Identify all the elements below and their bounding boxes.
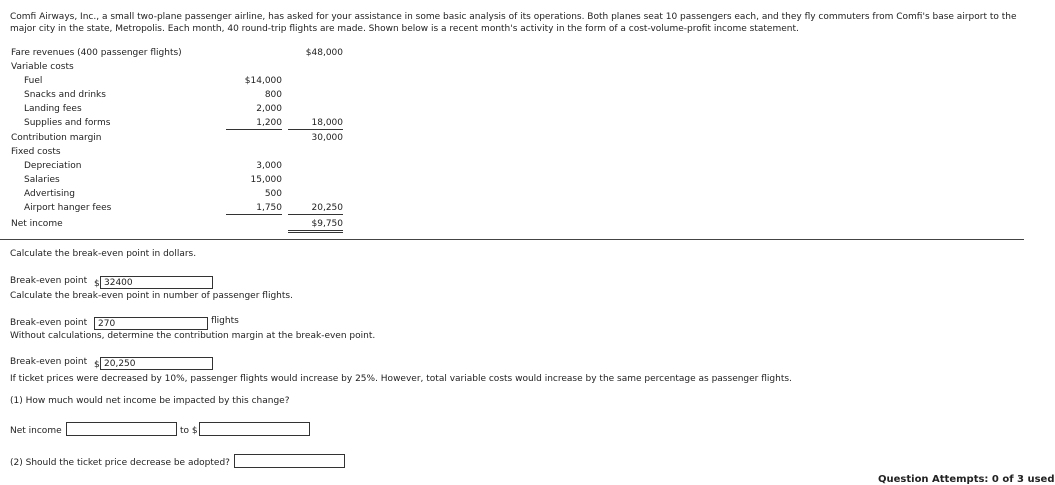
- contribution-margin-total: 30,000: [311, 133, 343, 143]
- net-income-total: $9,750: [288, 219, 343, 233]
- fare-revenues-total: $48,000: [305, 48, 343, 58]
- landing-fees-amount: 2,000: [256, 104, 282, 114]
- hanger-fees-label: Airport hanger fees: [24, 203, 112, 213]
- q4-to-dollar-label: to $: [180, 426, 198, 436]
- q3-contribution-margin-input[interactable]: [100, 357, 213, 370]
- supplies-label: Supplies and forms: [24, 118, 111, 128]
- depreciation-amount: 3,000: [256, 161, 282, 171]
- fuel-amount: $14,000: [244, 76, 282, 86]
- q3-dollar-sign: $: [94, 360, 100, 370]
- net-income-label: Net income: [11, 219, 63, 229]
- q4-prompt: If ticket prices were decreased by 10%, passenger flights would increase by 25%. However, total variable costs would increase by the same percentage as passenger flights.: [10, 374, 792, 384]
- section-divider: [0, 239, 1024, 240]
- q4-part1-prompt: (1) How much would net income be impacted by this change?: [10, 396, 290, 406]
- fixed-costs-label: Fixed costs: [11, 147, 61, 157]
- fixed-costs-total: 20,250: [288, 203, 343, 215]
- variable-costs-label: Variable costs: [11, 62, 74, 72]
- fuel-label: Fuel: [24, 76, 43, 86]
- q3-prompt: Without calculations, determine the contribution margin at the break-even point.: [10, 331, 376, 341]
- advertising-label: Advertising: [24, 189, 75, 199]
- snacks-label: Snacks and drinks: [24, 90, 106, 100]
- salaries-label: Salaries: [24, 175, 60, 185]
- problem-intro: Comfi Airways, Inc., a small two-plane passenger airline, has asked for your assistance in some basic analysis of its operations. Both planes seat 10 passengers each, and they fly commuters from Comfi's base airport to the major city in the state, Metropolis. Each month, 40 round-trip flights are made. Shown below is a recent month's activity in the form of a cost-volume-profit income statement.: [10, 12, 1017, 34]
- q4-net-income-label: Net income: [10, 426, 62, 436]
- question-attempts: Question Attempts: 0 of 3 used: [878, 474, 1055, 485]
- supplies-amount: 1,200: [226, 118, 282, 130]
- fare-revenues-label: Fare revenues (400 passenger flights): [11, 48, 182, 58]
- salaries-amount: 15,000: [250, 175, 282, 185]
- hanger-fees-amount: 1,750: [226, 203, 282, 215]
- q1-break-even-dollars-input[interactable]: [100, 276, 213, 289]
- variable-costs-total: 18,000: [288, 118, 343, 130]
- depreciation-label: Depreciation: [24, 161, 82, 171]
- q1-dollar-sign: $: [94, 279, 100, 289]
- q4-net-income-from-input[interactable]: [66, 422, 177, 436]
- q2-prompt: Calculate the break-even point in number of passenger flights.: [10, 291, 293, 301]
- q2-label: Break-even point: [10, 318, 88, 328]
- contribution-margin-label: Contribution margin: [11, 133, 102, 143]
- q4-adopt-decision-input[interactable]: [234, 454, 345, 468]
- q1-prompt: Calculate the break-even point in dollars.: [10, 249, 197, 259]
- landing-fees-label: Landing fees: [24, 104, 82, 114]
- advertising-amount: 500: [264, 189, 282, 199]
- snacks-amount: 800: [264, 90, 282, 100]
- q2-break-even-flights-input[interactable]: [94, 317, 208, 330]
- q3-label: Break-even point: [10, 357, 88, 367]
- q1-label: Break-even point: [10, 276, 88, 286]
- q2-flights-unit: flights: [211, 316, 239, 326]
- q4-part2-prompt: (2) Should the ticket price decrease be adopted?: [10, 458, 230, 468]
- q4-net-income-to-input[interactable]: [199, 422, 310, 436]
